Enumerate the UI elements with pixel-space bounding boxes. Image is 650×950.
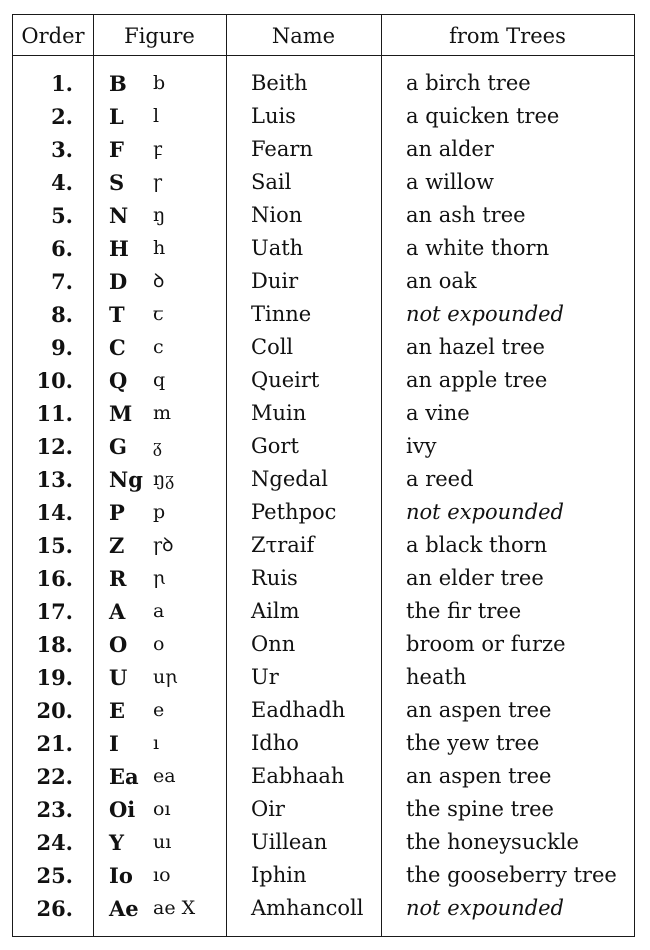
letter-name: Ngedal bbox=[251, 467, 328, 491]
figure-letter: A bbox=[109, 599, 126, 624]
table-row bbox=[13, 100, 634, 133]
tree-meaning: the gooseberry tree bbox=[406, 863, 617, 887]
figure-glyph: ꝺ bbox=[153, 270, 165, 292]
tree-meaning: heath bbox=[406, 665, 467, 689]
order-number: 21. bbox=[36, 731, 73, 756]
figure-glyph: b bbox=[153, 72, 166, 94]
letter-name: Ur bbox=[251, 665, 279, 689]
header-figure: Figure bbox=[124, 24, 195, 48]
figure-glyph: ıo bbox=[153, 864, 171, 886]
tree-meaning: an aspen tree bbox=[406, 764, 552, 788]
letter-name: Tinne bbox=[251, 302, 312, 326]
figure-letter: O bbox=[109, 632, 128, 657]
order-number: 5. bbox=[51, 203, 73, 228]
order-number: 6. bbox=[51, 236, 73, 261]
letter-name: Idho bbox=[251, 731, 299, 755]
letter-name: Iphin bbox=[251, 863, 307, 887]
tree-meaning: an aspen tree bbox=[406, 698, 552, 722]
table-row bbox=[13, 595, 634, 628]
header-divider bbox=[13, 55, 634, 56]
table-row bbox=[13, 133, 634, 166]
order-number: 26. bbox=[36, 896, 73, 921]
table-row bbox=[13, 628, 634, 661]
tree-meaning: an hazel tree bbox=[406, 335, 545, 359]
letter-name: Zτraif bbox=[251, 533, 315, 557]
letter-name: Queirt bbox=[251, 368, 320, 392]
tree-meaning: broom or furze bbox=[406, 632, 566, 656]
tree-meaning: an elder tree bbox=[406, 566, 544, 590]
tree-meaning: a white thorn bbox=[406, 236, 550, 260]
table-row bbox=[13, 199, 634, 232]
tree-meaning: not expounded bbox=[406, 500, 565, 524]
order-number: 24. bbox=[36, 830, 73, 855]
figure-glyph: ı bbox=[153, 732, 160, 754]
tree-meaning: a quicken tree bbox=[406, 104, 560, 128]
figure-glyph: ŋ bbox=[153, 204, 166, 226]
figure-glyph: a bbox=[153, 600, 165, 622]
letter-name: Beith bbox=[251, 71, 308, 95]
table-row bbox=[13, 364, 634, 397]
figure-letter: Y bbox=[109, 830, 124, 855]
order-number: 7. bbox=[51, 269, 73, 294]
table-row bbox=[13, 232, 634, 265]
letter-name: Eadhadh bbox=[251, 698, 346, 722]
figure-glyph: oı bbox=[153, 798, 171, 820]
figure-glyph: ꞃ bbox=[153, 567, 166, 589]
tree-meaning: an ash tree bbox=[406, 203, 526, 227]
header-order: Order bbox=[21, 24, 85, 48]
order-number: 13. bbox=[36, 467, 73, 492]
letter-name: Onn bbox=[251, 632, 296, 656]
figure-glyph: uı bbox=[153, 831, 172, 853]
tree-meaning: not expounded bbox=[406, 302, 565, 326]
order-number: 11. bbox=[36, 401, 73, 426]
order-number: 3. bbox=[51, 137, 73, 162]
figure-letter: D bbox=[109, 269, 128, 294]
tree-meaning: an oak bbox=[406, 269, 477, 293]
table-row bbox=[13, 166, 634, 199]
figure-letter: L bbox=[109, 104, 124, 129]
table-row bbox=[13, 859, 634, 892]
order-number: 10. bbox=[36, 368, 73, 393]
figure-letter: C bbox=[109, 335, 126, 360]
figure-glyph: h bbox=[153, 237, 166, 259]
order-number: 2. bbox=[51, 104, 73, 129]
figure-letter: P bbox=[109, 500, 125, 525]
figure-glyph: e bbox=[153, 699, 165, 721]
figure-letter: U bbox=[109, 665, 128, 690]
table-row bbox=[13, 430, 634, 463]
table-row bbox=[13, 826, 634, 859]
table-row bbox=[13, 397, 634, 430]
table-row bbox=[13, 562, 634, 595]
figure-letter: Ae bbox=[109, 896, 139, 921]
tree-meaning: a willow bbox=[406, 170, 494, 194]
table-row bbox=[13, 529, 634, 562]
figure-glyph: ea bbox=[153, 765, 176, 787]
figure-letter: E bbox=[109, 698, 126, 723]
figure-glyph: o bbox=[153, 633, 165, 655]
figure-glyph: ae X bbox=[153, 897, 196, 919]
table-row bbox=[13, 892, 634, 925]
letter-name: Muin bbox=[251, 401, 307, 425]
table-row bbox=[13, 727, 634, 760]
table-row bbox=[13, 496, 634, 529]
letter-name: Nion bbox=[251, 203, 303, 227]
figure-glyph: q bbox=[153, 369, 166, 391]
order-number: 1. bbox=[51, 71, 73, 96]
header-from-trees: from Trees bbox=[449, 24, 566, 48]
letter-name: Uillean bbox=[251, 830, 328, 854]
figure-letter: F bbox=[109, 137, 124, 162]
letter-name: Ruis bbox=[251, 566, 298, 590]
figure-glyph: ŋᵹ bbox=[153, 468, 175, 490]
figure-letter: N bbox=[109, 203, 129, 228]
tree-meaning: a vine bbox=[406, 401, 470, 425]
figure-letter: B bbox=[109, 71, 127, 96]
figure-glyph: c bbox=[153, 336, 164, 358]
tree-meaning: a black thorn bbox=[406, 533, 548, 557]
ogham-alphabet-table bbox=[12, 14, 635, 937]
tree-meaning: a reed bbox=[406, 467, 474, 491]
table-row bbox=[13, 694, 634, 727]
figure-glyph: ꝼ bbox=[153, 138, 163, 160]
figure-glyph: uꞃ bbox=[153, 666, 178, 688]
figure-glyph: l bbox=[153, 105, 160, 127]
tree-meaning: not expounded bbox=[406, 896, 565, 920]
table-row bbox=[13, 331, 634, 364]
figure-letter: Io bbox=[109, 863, 133, 888]
letter-name: Uath bbox=[251, 236, 304, 260]
figure-glyph: m bbox=[153, 402, 172, 424]
table-row bbox=[13, 298, 634, 331]
order-number: 16. bbox=[36, 566, 73, 591]
letter-name: Amhancoll bbox=[251, 896, 364, 920]
figure-glyph: ꞅ bbox=[153, 171, 163, 193]
figure-letter: M bbox=[109, 401, 133, 426]
figure-letter: R bbox=[109, 566, 127, 591]
letter-name: Oir bbox=[251, 797, 285, 821]
tree-meaning: an apple tree bbox=[406, 368, 548, 392]
figure-letter: G bbox=[109, 434, 127, 459]
letter-name: Pethpoc bbox=[251, 500, 337, 524]
figure-letter: H bbox=[109, 236, 129, 261]
table-row bbox=[13, 463, 634, 496]
letter-name: Coll bbox=[251, 335, 294, 359]
table-row bbox=[13, 661, 634, 694]
order-number: 4. bbox=[51, 170, 73, 195]
tree-meaning: the fir tree bbox=[406, 599, 522, 623]
table-body bbox=[13, 67, 634, 925]
letter-name: Luis bbox=[251, 104, 296, 128]
order-number: 18. bbox=[36, 632, 73, 657]
figure-letter: I bbox=[109, 731, 119, 756]
figure-glyph: ꞅꝺ bbox=[153, 534, 174, 556]
figure-letter: Q bbox=[109, 368, 128, 393]
figure-glyph: ꞇ bbox=[153, 303, 164, 325]
order-number: 23. bbox=[36, 797, 73, 822]
order-number: 19. bbox=[36, 665, 73, 690]
figure-letter: S bbox=[109, 170, 125, 195]
order-number: 17. bbox=[36, 599, 73, 624]
tree-meaning: the yew tree bbox=[406, 731, 540, 755]
table-row bbox=[13, 265, 634, 298]
tree-meaning: the spine tree bbox=[406, 797, 554, 821]
letter-name: Gort bbox=[251, 434, 299, 458]
figure-letter: T bbox=[109, 302, 125, 327]
letter-name: Fearn bbox=[251, 137, 313, 161]
letter-name: Sail bbox=[251, 170, 292, 194]
figure-glyph: p bbox=[153, 501, 166, 523]
letter-name: Duir bbox=[251, 269, 299, 293]
tree-meaning: the honeysuckle bbox=[406, 830, 579, 854]
figure-letter: Ng bbox=[109, 467, 143, 492]
order-number: 9. bbox=[51, 335, 73, 360]
order-number: 20. bbox=[36, 698, 73, 723]
order-number: 25. bbox=[36, 863, 73, 888]
figure-letter: Ea bbox=[109, 764, 139, 789]
letter-name: Eabhaah bbox=[251, 764, 345, 788]
table-row bbox=[13, 67, 634, 100]
figure-letter: Z bbox=[109, 533, 125, 558]
tree-meaning: a birch tree bbox=[406, 71, 531, 95]
order-number: 12. bbox=[36, 434, 73, 459]
order-number: 22. bbox=[36, 764, 73, 789]
figure-glyph: ᵹ bbox=[153, 435, 162, 457]
header-name: Name bbox=[271, 24, 336, 48]
table-row bbox=[13, 793, 634, 826]
order-number: 14. bbox=[36, 500, 73, 525]
tree-meaning: an alder bbox=[406, 137, 494, 161]
table-row bbox=[13, 760, 634, 793]
order-number: 15. bbox=[36, 533, 73, 558]
tree-meaning: ivy bbox=[406, 434, 437, 458]
letter-name: Ailm bbox=[251, 599, 300, 623]
figure-letter: Oi bbox=[109, 797, 136, 822]
order-number: 8. bbox=[51, 302, 73, 327]
